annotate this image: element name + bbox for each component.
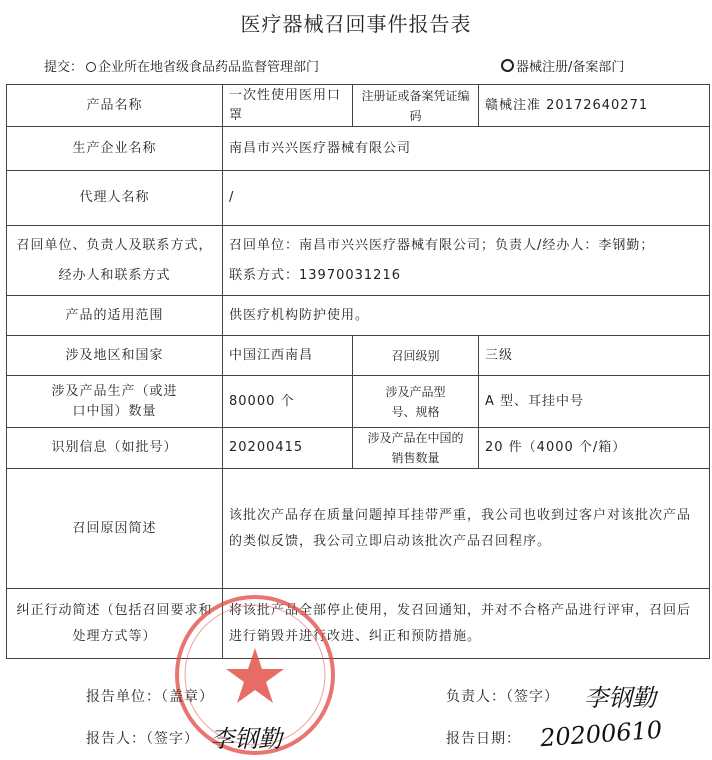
- recall-form-table: [6, 84, 710, 659]
- radio-unchecked-icon: [86, 62, 96, 72]
- model-value: A 型、耳挂中号: [479, 376, 710, 428]
- action-value: 将该批产品全部停止使用，发召回通知，并对不合格产品进行评审，召回后进行销毁并进行改进、纠正和预防措施。: [223, 589, 710, 659]
- page-title: 医疗器械召回事件报告表: [240, 12, 472, 36]
- sales-label: 涉及产品在中国的销售数量: [353, 428, 479, 469]
- model-label: 涉及产品型号、规格: [353, 376, 479, 428]
- submit-option-registration: [498, 56, 624, 75]
- row-manufacturer: [7, 127, 710, 171]
- row-scope: [7, 296, 710, 336]
- report-unit-label: 报告单位：（盖章）: [86, 689, 214, 705]
- scope-label: 产品的适用范围: [7, 296, 223, 336]
- row-product-name: [7, 85, 710, 127]
- contact-label: 召回单位、负责人及联系方式，经办人和联系方式: [7, 226, 223, 296]
- recall-level-value: 三级: [479, 336, 710, 376]
- row-action: [7, 589, 710, 659]
- responsible-signature: 李钢勤: [584, 684, 656, 712]
- manufacturer-value: 南昌市兴兴医疗器械有限公司: [223, 127, 710, 171]
- quantity-label: 涉及产品生产（或进口中国）数量: [7, 376, 223, 428]
- region-value: 中国江西南昌: [223, 336, 353, 376]
- region-label: 涉及地区和国家: [7, 336, 223, 376]
- submit-option-province: 企业所在地省级食品药品监督管理部门: [98, 60, 320, 75]
- quantity-value: 80000 个: [223, 376, 353, 428]
- agent-label: 代理人名称: [7, 171, 223, 226]
- radio-checked-icon: [501, 59, 514, 72]
- reg-code-value: 赣械注准 20172640271: [479, 85, 710, 127]
- reporter-signature: 李钢勤: [210, 725, 282, 753]
- row-contact: [7, 226, 710, 296]
- recall-level-label: 召回级别: [353, 336, 479, 376]
- batch-value: 20200415: [223, 428, 353, 469]
- batch-label: 识别信息（如批号）: [7, 428, 223, 469]
- agent-value: /: [223, 171, 710, 226]
- responsible-label: 负责人：（签字）: [446, 689, 559, 705]
- action-label: 纠正行动简述（包括召回要求和处理方式等）: [7, 589, 223, 659]
- reg-code-label: 注册证或备案凭证编码: [353, 85, 479, 127]
- row-agent: [7, 171, 710, 226]
- submit-option-registration-label: 器械注册/备案部门: [516, 60, 625, 75]
- sales-value: 20 件（4000 个/箱）: [479, 428, 710, 469]
- reason-value: 该批次产品存在质量问题掉耳挂带严重，我公司也收到过客户对该批次产品的类似反馈，我公司立即启动该批次产品召回程序。: [223, 469, 710, 589]
- submit-prefix: 提交：: [44, 60, 84, 75]
- row-batch: [7, 428, 710, 469]
- product-name-label: 产品名称: [7, 85, 223, 127]
- contact-value-line1: 召回单位：南昌市兴兴医疗器械有限公司；负责人/经办人：李钢勤；: [229, 237, 655, 253]
- row-quantity: [7, 376, 710, 428]
- reason-label: 召回原因简述: [7, 469, 223, 589]
- scope-value: 供医疗机构防护使用。: [223, 296, 710, 336]
- reporter-label: 报告人：（签字）: [86, 731, 199, 747]
- submit-line: [44, 56, 319, 75]
- manufacturer-label: 生产企业名称: [7, 127, 223, 171]
- row-reason: [7, 469, 710, 589]
- report-date-label: 报告日期：: [446, 731, 521, 747]
- row-region: [7, 336, 710, 376]
- report-date-value: 20200610: [539, 715, 663, 753]
- product-name-value: 一次性使用医用口罩: [223, 85, 353, 127]
- contact-value-line2: 联系方式：13970031216: [229, 267, 401, 283]
- contact-value: [223, 226, 710, 296]
